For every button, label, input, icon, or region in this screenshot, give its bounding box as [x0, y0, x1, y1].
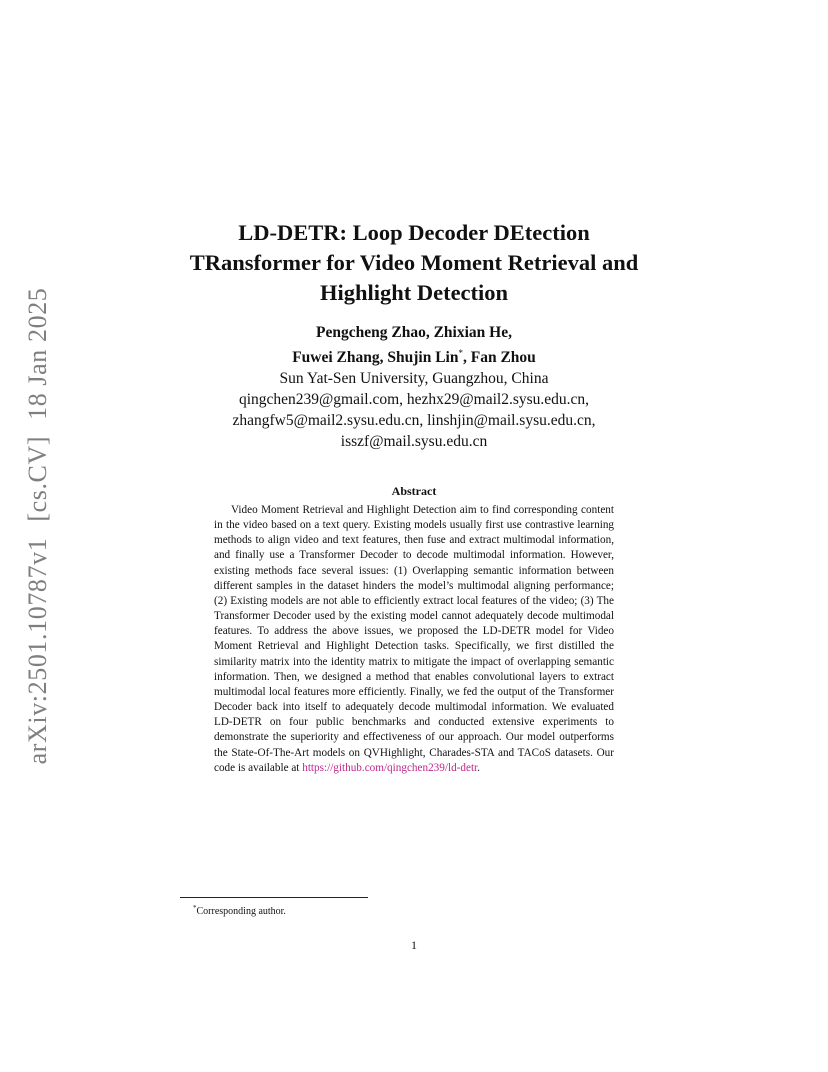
- abstract-end: .: [477, 761, 480, 774]
- abstract-paragraph: [214, 503, 614, 776]
- author-names-line-2: [150, 343, 678, 368]
- footnote-rule: [180, 897, 368, 898]
- title-line: LD-DETR: Loop Decoder DEtection: [238, 220, 590, 245]
- author-names-part: Fuwei Zhang, Shujin Lin: [292, 349, 459, 366]
- abstract-text: Video Moment Retrieval and Highlight Detection aim to find corresponding content in the video based on a text query. Existing models usually first use contrastive learning methods to align video and text features, then fuse and extract multimodal information, and finally use a Transformer Decoder to decode multimodal information. However, existing methods face several issues: (1) Overlapping semantic information between different samples in the dataset hinders the model’s multimodal aligning performance; (2) Existing models are not able to efficiently extract local features of the video; (3) The Transformer Decoder used by the existing model cannot adequately decode multimodal features. To address the above issues, we proposed the LD-DETR model for Video Moment Retrieval and Highlight Detection tasks. Specifically, we first distilled the similarity matrix into the identity matrix to mitigate the impact of overlapping semantic information. Then, we designed a method that enables convolutional layers to extract multimodal local features more efficiently. Finally, we fed the output of the Transformer Decoder back into itself to adequately decode multimodal information. We evaluated LD-DETR on four public benchmarks and conducted extensive experiments to demonstrate the superiority and effectiveness of our approach. Our model outperforms the State-Of-The-Art models on QVHighlight, Charades-STA and TACoS datasets. Our code is available at: [214, 504, 614, 774]
- paper-title: [150, 218, 678, 308]
- footnote-mark: *: [193, 904, 197, 912]
- arxiv-category: [cs.CV]: [23, 435, 52, 522]
- title-line: TRansformer for Video Moment Retrieval and: [189, 250, 639, 275]
- author-block: [150, 322, 678, 452]
- title-line: Highlight Detection: [319, 280, 509, 305]
- abstract-heading: Abstract: [391, 484, 437, 498]
- email-line: isszf@mail.sysu.edu.cn: [340, 433, 488, 450]
- footnote-text: Corresponding author.: [196, 906, 286, 917]
- author-names-line-1: Pengcheng Zhao, Zhixian He,: [316, 324, 512, 341]
- page-number: 1: [411, 938, 417, 952]
- arxiv-identifier-stamp: [23, 288, 53, 765]
- abstract-body: [214, 503, 614, 776]
- arxiv-date: 18 Jan 2025: [23, 287, 52, 420]
- email-line: qingchen239@gmail.com, hezhx29@mail2.sysu.edu.cn,: [238, 391, 590, 408]
- code-repository-link[interactable]: https://github.com/qingchen239/ld-detr: [302, 761, 478, 774]
- footnote: [193, 902, 286, 918]
- arxiv-id: arXiv:2501.10787v1: [23, 537, 52, 765]
- affiliation: Sun Yat-Sen University, Guangzhou, China: [279, 370, 549, 387]
- corresponding-author-mark: *: [458, 348, 463, 358]
- author-names-part: , Fan Zhou: [462, 349, 536, 366]
- email-line: zhangfw5@mail2.sysu.edu.cn, linshjin@mail.sysu.edu.cn,: [232, 412, 596, 429]
